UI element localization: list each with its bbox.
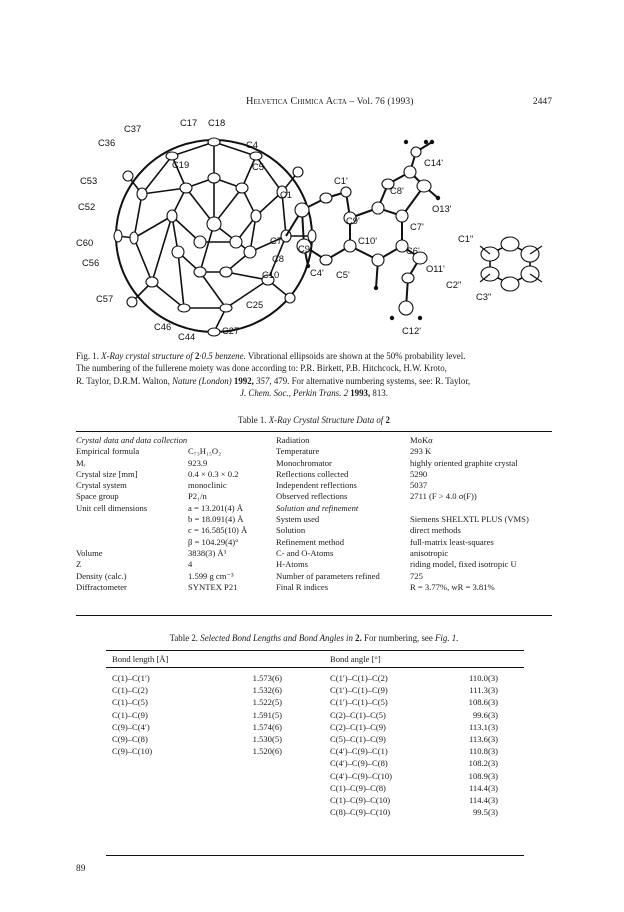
bond-name: C(9)–C(4′) <box>112 721 150 732</box>
table1-label: System used <box>276 514 320 525</box>
table1-label <box>76 537 184 548</box>
bond-angle-value: 114.4(3) <box>468 782 498 793</box>
table1-value: SYNTEX P21 <box>188 581 238 592</box>
table1-value: 4 <box>188 559 193 570</box>
angle-name: C(5)–C(1)–C(9) <box>330 733 386 744</box>
table1-label: Radiation <box>276 435 310 445</box>
table1-label: Temperature <box>276 446 320 457</box>
benzene-solvent <box>480 237 542 291</box>
table2 <box>106 650 524 856</box>
table1-label: Solution <box>276 525 306 536</box>
table1-label: Space group <box>76 491 119 502</box>
bond-name: C(1)–C(5) <box>112 697 148 708</box>
table1-label: Independent reflections <box>276 480 357 491</box>
atom-label: C3" <box>476 291 492 302</box>
atom-label: C52 <box>78 201 96 212</box>
table1-label: Solution and refinement <box>276 502 359 513</box>
table1-label: Empirical formula <box>76 446 140 457</box>
atom-label: C6' <box>406 245 420 256</box>
bond-name: C(1)–C(1′) <box>112 673 150 683</box>
atom-label: C5 <box>252 161 264 172</box>
table1-label: Z <box>76 559 82 570</box>
table1-value: C₇₃H₁₅O₂ <box>188 446 222 457</box>
table1-value: P2₁/n <box>188 491 207 502</box>
table1-label: Mᵣ <box>76 457 86 468</box>
table1-label: Crystal data and data collection <box>76 435 188 445</box>
angle-name: C(4′)–C(9)–C(8) <box>330 758 388 769</box>
table1-label: Crystal size [mm] <box>76 468 138 479</box>
table1-value: a = 13.201(4) Å <box>188 502 243 513</box>
atom-label: C12' <box>402 325 421 336</box>
table1-label <box>76 525 184 536</box>
atom-label: C7' <box>410 221 424 232</box>
atom-label: C46 <box>154 321 172 332</box>
angle-name: C(2)–C(1)–C(5) <box>330 709 386 720</box>
atom-label: C27 <box>222 325 240 336</box>
table1-value: direct methods <box>410 525 461 536</box>
atom-label: C9' <box>346 215 360 226</box>
table1-label: Final R indices <box>276 581 329 592</box>
table1 <box>76 431 552 616</box>
atom-label: C4' <box>310 267 324 278</box>
atom-label: C1 <box>280 189 292 200</box>
bond-angle-value: 110.8(3) <box>468 746 498 757</box>
footer-page-number: 89 <box>76 864 86 874</box>
table1-label: Volume <box>76 547 103 558</box>
bond-angle-value: 108.9(3) <box>468 770 498 781</box>
table1-value: 725 <box>410 570 423 581</box>
table1-label: Observed reflections <box>276 491 348 502</box>
angle-name: C(1′)–C(1)–C(5) <box>330 697 388 708</box>
ortep-drawing <box>76 112 552 342</box>
crystal-structure-figure <box>76 112 552 342</box>
atom-label: C36 <box>98 137 116 148</box>
table1-label: Refinement method <box>276 536 345 547</box>
table1-value: 0.4 × 0.3 × 0.2 <box>188 468 239 479</box>
header-page-number: 2447 <box>532 96 552 107</box>
bond-length-header: Bond length [Å] <box>112 654 169 664</box>
caption-line-4: J. Chem. Soc., Perkin Trans. 2 1993, 813. <box>240 387 388 398</box>
table1-label: Density (calc.) <box>76 570 127 581</box>
bond-length-value: 1.532(6) <box>252 685 282 696</box>
atom-label: C1' <box>334 175 348 186</box>
atom-label: C8 <box>272 253 284 264</box>
journal-title: Helvetica Chimica Acta – Vol. 76 (1993) <box>246 96 414 107</box>
angle-name: C(4′)–C(9)–C(10) <box>330 770 393 781</box>
angle-name: C(8)–C(9)–C(10) <box>330 807 391 818</box>
atom-label: C60 <box>76 237 94 248</box>
bond-length-value: 1.573(6) <box>252 673 282 683</box>
table1-value: 5290 <box>410 468 428 479</box>
table1-value: highly oriented graphite crystal <box>410 457 518 468</box>
atom-label: C37 <box>124 123 142 134</box>
angle-name: C(4′)–C(9)–C(1) <box>330 746 388 757</box>
table1-value: c = 16.585(10) Å <box>188 525 248 536</box>
table1-value: Siemens SHELXTL PLUS (VMS) <box>410 514 529 525</box>
angle-name: C(1)–C(9)–C(10) <box>330 794 391 805</box>
atom-label: C18 <box>208 117 226 128</box>
atom-label: O13' <box>432 203 452 214</box>
atom-label: C53 <box>80 175 98 186</box>
bond-length-value: 1.520(6) <box>252 746 282 757</box>
table1-value <box>410 503 552 514</box>
table1-value: 923.9 <box>188 457 208 468</box>
bond-angle-header: Bond angle [°] <box>330 654 381 664</box>
bond-angle-value: 99.5(3) <box>472 807 498 818</box>
bond-length-value: 1.591(5) <box>252 709 282 720</box>
table1-value: MoKα <box>410 435 433 445</box>
atom-label: C9 <box>298 243 310 254</box>
table1-label: Number of parameters refined <box>276 570 380 581</box>
caption-line-3: R. Taylor, D.R.M. Walton, Nature (London) 1992, 357, 479. For alternative numbering systems, see: R. Taylor, <box>76 375 471 386</box>
caption-line-1: Fig. 1. X-Ray crystal structure of 2·0.5 benzene. Vibrational ellipsoids are shown at the 50% probability level. <box>76 351 466 361</box>
bond-name: C(9)–C(10) <box>112 746 153 757</box>
running-header <box>76 96 552 110</box>
bond-angle-value: 108.6(3) <box>468 697 498 708</box>
angle-name: C(1)–C(9)–C(8) <box>330 782 386 793</box>
bond-angle-value: 108.2(3) <box>468 758 498 769</box>
figure-caption <box>76 350 552 399</box>
table1-value <box>188 435 286 446</box>
atom-label: C17 <box>180 117 198 128</box>
bond-name: C(1)–C(2) <box>112 685 148 696</box>
bond-name: C(1)–C(9) <box>112 709 148 720</box>
table1-label <box>76 514 184 525</box>
table1-value: R = 3.77%, wR = 3.81% <box>410 581 495 592</box>
bond-angle-value: 114.4(3) <box>468 794 498 805</box>
table1-value: 1.599 g cm⁻³ <box>188 570 234 581</box>
table1-value: 5037 <box>410 480 428 491</box>
atom-label: C56 <box>82 257 100 268</box>
bond-length-value: 1.530(5) <box>252 733 282 744</box>
atom-label: C2" <box>446 279 462 290</box>
atom-label: C25 <box>246 299 264 310</box>
bond-length-value: 1.522(5) <box>252 697 282 708</box>
bond-length-value: 1.574(6) <box>252 721 282 732</box>
atom-label: C10 <box>262 269 280 280</box>
table1-label: Crystal system <box>76 480 127 491</box>
bond-angle-value: 110.0(3) <box>468 673 498 683</box>
bond-name: C(9)–C(8) <box>112 733 148 744</box>
atom-label: C44 <box>178 331 196 342</box>
atom-label: C19 <box>172 159 190 170</box>
bond-angle-value: 99.6(3) <box>472 709 498 720</box>
table1-value: full-matrix least-squares <box>410 536 494 547</box>
table1-value: 293 K <box>410 446 432 457</box>
atom-label: C7 <box>270 235 282 246</box>
bond-angle-value: 113.6(3) <box>468 733 498 744</box>
table2-header-rule <box>106 667 524 668</box>
table1-value: β = 104.29(4)° <box>188 536 239 547</box>
table1-label: Diffractometer <box>76 581 127 592</box>
atom-label: C8' <box>390 185 404 196</box>
table1-label: Reflections collected <box>276 468 349 479</box>
atom-label: O11' <box>426 263 445 274</box>
table1-value: b = 18.091(4) Å <box>188 514 244 525</box>
table1-value: riding model, fixed isotropic U <box>410 559 517 570</box>
angle-name: C(1′)–C(1)–C(9) <box>330 685 388 696</box>
table1-value: monoclinic <box>188 480 227 491</box>
angle-name: C(1′)–C(1)–C(2) <box>330 673 388 683</box>
table1-label: C- and O-Atoms <box>276 547 334 558</box>
table1-value: 2711 (F > 4.0 σ(F)) <box>410 491 477 502</box>
atom-label: C14' <box>424 157 443 168</box>
atom-label: C1" <box>458 233 474 244</box>
atom-label: C57 <box>96 293 114 304</box>
table1-title: Table 1. X-Ray Crystal Structure Data of 2 <box>238 415 390 425</box>
table1-value: anisotropic <box>410 547 449 558</box>
table1-label: H-Atoms <box>276 559 308 570</box>
table1-label: Monochromator <box>276 457 332 468</box>
atom-label: C10' <box>358 235 377 246</box>
angle-name: C(2)–C(1)–C(9) <box>330 721 386 732</box>
atom-label: C5' <box>336 269 350 280</box>
table1-label: Unit cell dimensions <box>76 502 148 513</box>
caption-line-2: The numbering of the fullerene moiety was done according to: P.R. Birkett, P.B. Hitchcock, H.W. Kroto, <box>76 363 447 374</box>
table2-title: Table 2. Selected Bond Lengths and Bond Angles in 2. For numbering, see Fig. 1. <box>169 633 459 643</box>
atom-label: C4 <box>246 139 258 150</box>
bond-angle-value: 113.1(3) <box>468 721 498 732</box>
bond-angle-value: 111.3(3) <box>469 685 498 696</box>
table1-value: 3838(3) Å³ <box>188 547 227 558</box>
